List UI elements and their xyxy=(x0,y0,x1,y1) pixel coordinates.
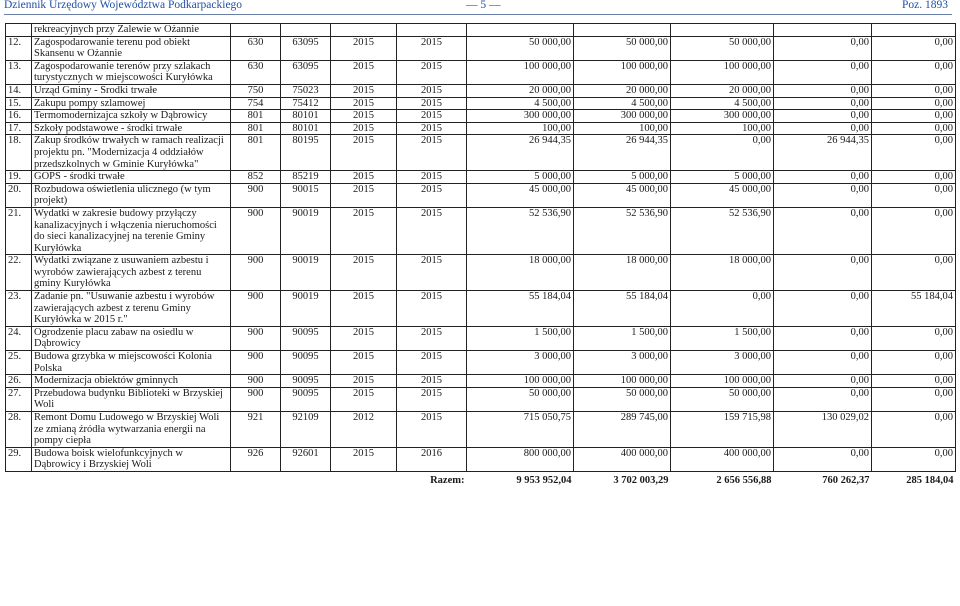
expenditure-2015: 26 944,35 xyxy=(574,135,671,171)
total-cost: 45 000,00 xyxy=(467,183,574,207)
other-funds: 0,00 xyxy=(872,375,956,388)
loans-funds: 26 944,35 xyxy=(774,135,872,171)
start-year: 2015 xyxy=(331,84,397,97)
start-year: 2015 xyxy=(331,183,397,207)
total-cost: 1 500,00 xyxy=(467,326,574,350)
total-cost xyxy=(467,24,574,37)
chapter-code: 90095 xyxy=(281,326,331,350)
own-funds: 5 000,00 xyxy=(671,171,774,184)
total-cost: 18 000,00 xyxy=(467,255,574,291)
row-number: 24. xyxy=(6,326,32,350)
section-code: 801 xyxy=(231,122,281,135)
row-number: 16. xyxy=(6,110,32,123)
other-funds: 0,00 xyxy=(872,171,956,184)
chapter-code: 90095 xyxy=(281,351,331,375)
total-row xyxy=(6,471,956,486)
own-funds: 300 000,00 xyxy=(671,110,774,123)
loans-funds: 0,00 xyxy=(774,255,872,291)
end-year: 2015 xyxy=(397,171,467,184)
start-year: 2015 xyxy=(331,122,397,135)
page-header xyxy=(0,0,960,13)
total-cost: 55 184,04 xyxy=(467,291,574,327)
end-year: 2016 xyxy=(397,447,467,471)
own-funds: 0,00 xyxy=(671,135,774,171)
row-number: 21. xyxy=(6,207,32,254)
chapter-code: 90095 xyxy=(281,375,331,388)
loans-funds: 130 029,02 xyxy=(774,412,872,448)
start-year: 2015 xyxy=(331,255,397,291)
chapter-code: 90015 xyxy=(281,183,331,207)
task-description: GOPS - środki trwałe xyxy=(32,171,231,184)
total-cost: 52 536,90 xyxy=(467,207,574,254)
expenditure-2015: 400 000,00 xyxy=(574,447,671,471)
page-number: — 5 — xyxy=(466,0,501,11)
table-row xyxy=(6,110,956,123)
expenditure-2015: 18 000,00 xyxy=(574,255,671,291)
loans-funds: 0,00 xyxy=(774,60,872,84)
loans-funds-sum: 760 262,37 xyxy=(774,471,872,486)
task-description: Zakup środków trwałych w ramach realizacji projektu pn. "Modernizacja 4 oddziałów przedszkolnych w Gminie Kuryłówka" xyxy=(32,135,231,171)
table-row xyxy=(6,291,956,327)
start-year: 2015 xyxy=(331,60,397,84)
end-year: 2015 xyxy=(397,255,467,291)
end-year: 2015 xyxy=(397,36,467,60)
task-description: Wydatki związane z usuwaniem azbestu i wyrobów zawierających azbest z terenu gminy Kuryłówka xyxy=(32,255,231,291)
total-cost: 800 000,00 xyxy=(467,447,574,471)
chapter-code: 75023 xyxy=(281,84,331,97)
other-funds: 0,00 xyxy=(872,122,956,135)
loans-funds: 0,00 xyxy=(774,375,872,388)
table-row xyxy=(6,24,956,37)
table-row xyxy=(6,255,956,291)
end-year: 2015 xyxy=(397,351,467,375)
row-number: 18. xyxy=(6,135,32,171)
loans-funds: 0,00 xyxy=(774,110,872,123)
table-row xyxy=(6,375,956,388)
other-funds: 0,00 xyxy=(872,110,956,123)
expenditure-2015: 300 000,00 xyxy=(574,110,671,123)
own-funds: 45 000,00 xyxy=(671,183,774,207)
own-funds: 18 000,00 xyxy=(671,255,774,291)
table-row xyxy=(6,36,956,60)
end-year: 2015 xyxy=(397,135,467,171)
row-number: 14. xyxy=(6,84,32,97)
end-year: 2015 xyxy=(397,326,467,350)
other-funds: 0,00 xyxy=(872,97,956,110)
chapter-code: 80101 xyxy=(281,110,331,123)
loans-funds: 0,00 xyxy=(774,36,872,60)
loans-funds: 0,00 xyxy=(774,171,872,184)
start-year: 2015 xyxy=(331,207,397,254)
total-cost: 20 000,00 xyxy=(467,84,574,97)
chapter-code: 85219 xyxy=(281,171,331,184)
end-year: 2015 xyxy=(397,122,467,135)
row-number: 28. xyxy=(6,412,32,448)
total-cost: 3 000,00 xyxy=(467,351,574,375)
loans-funds: 0,00 xyxy=(774,122,872,135)
table-row xyxy=(6,135,956,171)
row-number: 22. xyxy=(6,255,32,291)
table-row xyxy=(6,207,956,254)
table-row xyxy=(6,97,956,110)
end-year: 2015 xyxy=(397,291,467,327)
table-row xyxy=(6,326,956,350)
own-funds: 0,00 xyxy=(671,291,774,327)
end-year xyxy=(397,24,467,37)
chapter-code: 80101 xyxy=(281,122,331,135)
own-funds: 4 500,00 xyxy=(671,97,774,110)
start-year: 2015 xyxy=(331,447,397,471)
own-funds: 400 000,00 xyxy=(671,447,774,471)
row-number: 27. xyxy=(6,387,32,411)
other-funds: 0,00 xyxy=(872,412,956,448)
section-code xyxy=(231,24,281,37)
total-cost: 715 050,75 xyxy=(467,412,574,448)
chapter-code: 92109 xyxy=(281,412,331,448)
own-funds: 52 536,90 xyxy=(671,207,774,254)
section-code: 754 xyxy=(231,97,281,110)
loans-funds xyxy=(774,24,872,37)
table-row xyxy=(6,122,956,135)
chapter-code: 90019 xyxy=(281,291,331,327)
own-funds-sum: 2 656 556,88 xyxy=(671,471,774,486)
other-funds: 0,00 xyxy=(872,255,956,291)
task-description: Wydatki w zakresie budowy przyłączy kanalizacyjnych i włączenia nieruchomości do sieci kanalizacyjnej na terenie Gminy Kuryłówka xyxy=(32,207,231,254)
task-description: Zakupu pompy szlamowej xyxy=(32,97,231,110)
table-row xyxy=(6,60,956,84)
other-funds-sum: 285 184,04 xyxy=(872,471,956,486)
row-number: 25. xyxy=(6,351,32,375)
start-year: 2015 xyxy=(331,36,397,60)
start-year: 2012 xyxy=(331,412,397,448)
other-funds: 0,00 xyxy=(872,84,956,97)
total-cost: 26 944,35 xyxy=(467,135,574,171)
row-number: 20. xyxy=(6,183,32,207)
total-cost: 300 000,00 xyxy=(467,110,574,123)
expenditure-2015 xyxy=(574,24,671,37)
section-code: 900 xyxy=(231,326,281,350)
row-number: 26. xyxy=(6,375,32,388)
section-code: 630 xyxy=(231,36,281,60)
own-funds: 159 715,98 xyxy=(671,412,774,448)
table-row xyxy=(6,171,956,184)
section-code: 900 xyxy=(231,351,281,375)
row-number: 23. xyxy=(6,291,32,327)
own-funds: 20 000,00 xyxy=(671,84,774,97)
end-year: 2015 xyxy=(397,375,467,388)
row-number: 15. xyxy=(6,97,32,110)
task-description: Ogrodzenie placu zabaw na osiedlu w Dąbrowicy xyxy=(32,326,231,350)
total-label: Razem: xyxy=(430,474,465,486)
total-cost: 50 000,00 xyxy=(467,36,574,60)
expenditure-2015: 100,00 xyxy=(574,122,671,135)
task-description: Budowa grzybka w miejscowości Kolonia Polska xyxy=(32,351,231,375)
expenditure-2015: 100 000,00 xyxy=(574,375,671,388)
section-code: 801 xyxy=(231,135,281,171)
task-description: Modernizacja obiektów gminnych xyxy=(32,375,231,388)
section-code: 926 xyxy=(231,447,281,471)
chapter-code: 63095 xyxy=(281,60,331,84)
row-number: 29. xyxy=(6,447,32,471)
task-description: Budowa boisk wielofunkcyjnych w Dąbrowicy i Brzyskiej Woli xyxy=(32,447,231,471)
task-description: Szkoły podstawowe - środki trwałe xyxy=(32,122,231,135)
chapter-code: 80195 xyxy=(281,135,331,171)
other-funds: 0,00 xyxy=(872,207,956,254)
start-year: 2015 xyxy=(331,375,397,388)
row-number: 19. xyxy=(6,171,32,184)
own-funds xyxy=(671,24,774,37)
table-body xyxy=(6,24,956,487)
other-funds: 0,00 xyxy=(872,135,956,171)
section-code: 900 xyxy=(231,387,281,411)
loans-funds: 0,00 xyxy=(774,291,872,327)
task-description: Zagospodarowanie terenów przy szlakach turystycznych w miejscowości Kuryłówka xyxy=(32,60,231,84)
expenditure-2015: 45 000,00 xyxy=(574,183,671,207)
section-code: 900 xyxy=(231,207,281,254)
total-cost: 100 000,00 xyxy=(467,60,574,84)
expenditure-2015: 1 500,00 xyxy=(574,326,671,350)
expenditure-2015: 289 745,00 xyxy=(574,412,671,448)
other-funds: 0,00 xyxy=(872,36,956,60)
start-year: 2015 xyxy=(331,135,397,171)
loans-funds: 0,00 xyxy=(774,326,872,350)
own-funds: 50 000,00 xyxy=(671,387,774,411)
task-description: Urząd Gminy - Środki trwałe xyxy=(32,84,231,97)
end-year: 2015 xyxy=(397,84,467,97)
other-funds xyxy=(872,24,956,37)
section-code: 630 xyxy=(231,60,281,84)
expenditure-2015: 52 536,90 xyxy=(574,207,671,254)
other-funds: 0,00 xyxy=(872,387,956,411)
loans-funds: 0,00 xyxy=(774,97,872,110)
section-code: 750 xyxy=(231,84,281,97)
other-funds: 55 184,04 xyxy=(872,291,956,327)
table-row xyxy=(6,351,956,375)
start-year: 2015 xyxy=(331,110,397,123)
end-year: 2015 xyxy=(397,97,467,110)
expenditure-2015-sum: 3 702 003,29 xyxy=(574,471,671,486)
row-number: 12. xyxy=(6,36,32,60)
own-funds: 100 000,00 xyxy=(671,60,774,84)
table-row xyxy=(6,447,956,471)
expenditure-2015: 4 500,00 xyxy=(574,97,671,110)
start-year: 2015 xyxy=(331,387,397,411)
total-cost-sum: 9 953 952,04 xyxy=(467,471,574,486)
section-code: 900 xyxy=(231,375,281,388)
end-year: 2015 xyxy=(397,183,467,207)
total-cost: 4 500,00 xyxy=(467,97,574,110)
row-number xyxy=(6,24,32,37)
task-description: Termomodernizajca szkoły w Dąbrowicy xyxy=(32,110,231,123)
chapter-code: 75412 xyxy=(281,97,331,110)
table-row xyxy=(6,412,956,448)
section-code: 900 xyxy=(231,291,281,327)
expenditure-2015: 100 000,00 xyxy=(574,60,671,84)
own-funds: 3 000,00 xyxy=(671,351,774,375)
section-code: 900 xyxy=(231,183,281,207)
end-year: 2015 xyxy=(397,412,467,448)
own-funds: 100 000,00 xyxy=(671,375,774,388)
task-description: Rozbudowa oświetlenia ulicznego (w tym projekt) xyxy=(32,183,231,207)
end-year: 2015 xyxy=(397,207,467,254)
start-year: 2015 xyxy=(331,291,397,327)
task-description: Przebudowa budynku Biblioteki w Brzyskiej Woli xyxy=(32,387,231,411)
total-cost: 50 000,00 xyxy=(467,387,574,411)
row-number: 17. xyxy=(6,122,32,135)
loans-funds: 0,00 xyxy=(774,387,872,411)
task-description: Remont Domu Ludowego w Brzyskiej Woli ze zmianą źródła wytwarzania energii na pompy ciepła xyxy=(32,412,231,448)
start-year: 2015 xyxy=(331,97,397,110)
own-funds: 50 000,00 xyxy=(671,36,774,60)
section-code: 921 xyxy=(231,412,281,448)
start-year: 2015 xyxy=(331,351,397,375)
loans-funds: 0,00 xyxy=(774,447,872,471)
chapter-code: 90019 xyxy=(281,255,331,291)
other-funds: 0,00 xyxy=(872,447,956,471)
section-code: 900 xyxy=(231,255,281,291)
investment-table xyxy=(5,23,956,487)
expenditure-2015: 50 000,00 xyxy=(574,36,671,60)
total-cost: 5 000,00 xyxy=(467,171,574,184)
other-funds: 0,00 xyxy=(872,351,956,375)
own-funds: 100,00 xyxy=(671,122,774,135)
other-funds: 0,00 xyxy=(872,183,956,207)
task-description: Zagospodarowanie terenu pod obiekt Skansenu w Ożannie xyxy=(32,36,231,60)
end-year: 2015 xyxy=(397,387,467,411)
start-year xyxy=(331,24,397,37)
own-funds: 1 500,00 xyxy=(671,326,774,350)
task-description: Zadanie pn. "Usuwanie azbestu i wyrobów zawierających azbest z terenu Gminy Kuryłówka w 2015 r." xyxy=(32,291,231,327)
loans-funds: 0,00 xyxy=(774,207,872,254)
chapter-code: 63095 xyxy=(281,36,331,60)
row-number: 13. xyxy=(6,60,32,84)
section-code: 852 xyxy=(231,171,281,184)
loans-funds: 0,00 xyxy=(774,84,872,97)
end-year: 2015 xyxy=(397,60,467,84)
other-funds: 0,00 xyxy=(872,60,956,84)
expenditure-2015: 20 000,00 xyxy=(574,84,671,97)
header-rule xyxy=(4,14,952,15)
chapter-code: 92601 xyxy=(281,447,331,471)
start-year: 2015 xyxy=(331,326,397,350)
position-number: Poz. 1893 xyxy=(902,0,948,11)
table-row xyxy=(6,387,956,411)
table-row xyxy=(6,84,956,97)
table-row xyxy=(6,183,956,207)
loans-funds: 0,00 xyxy=(774,351,872,375)
journal-title: Dziennik Urzędowy Województwa Podkarpackiego xyxy=(4,0,243,11)
expenditure-2015: 5 000,00 xyxy=(574,171,671,184)
expenditure-2015: 50 000,00 xyxy=(574,387,671,411)
task-description: rekreacyjnych przy Zalewie w Ożannie xyxy=(32,24,231,37)
total-cost: 100 000,00 xyxy=(467,375,574,388)
total-cost: 100,00 xyxy=(467,122,574,135)
other-funds: 0,00 xyxy=(872,326,956,350)
chapter-code: 90095 xyxy=(281,387,331,411)
expenditure-2015: 3 000,00 xyxy=(574,351,671,375)
loans-funds: 0,00 xyxy=(774,183,872,207)
expenditure-2015: 55 184,04 xyxy=(574,291,671,327)
start-year: 2015 xyxy=(331,171,397,184)
chapter-code xyxy=(281,24,331,37)
section-code: 801 xyxy=(231,110,281,123)
chapter-code: 90019 xyxy=(281,207,331,254)
end-year: 2015 xyxy=(397,110,467,123)
